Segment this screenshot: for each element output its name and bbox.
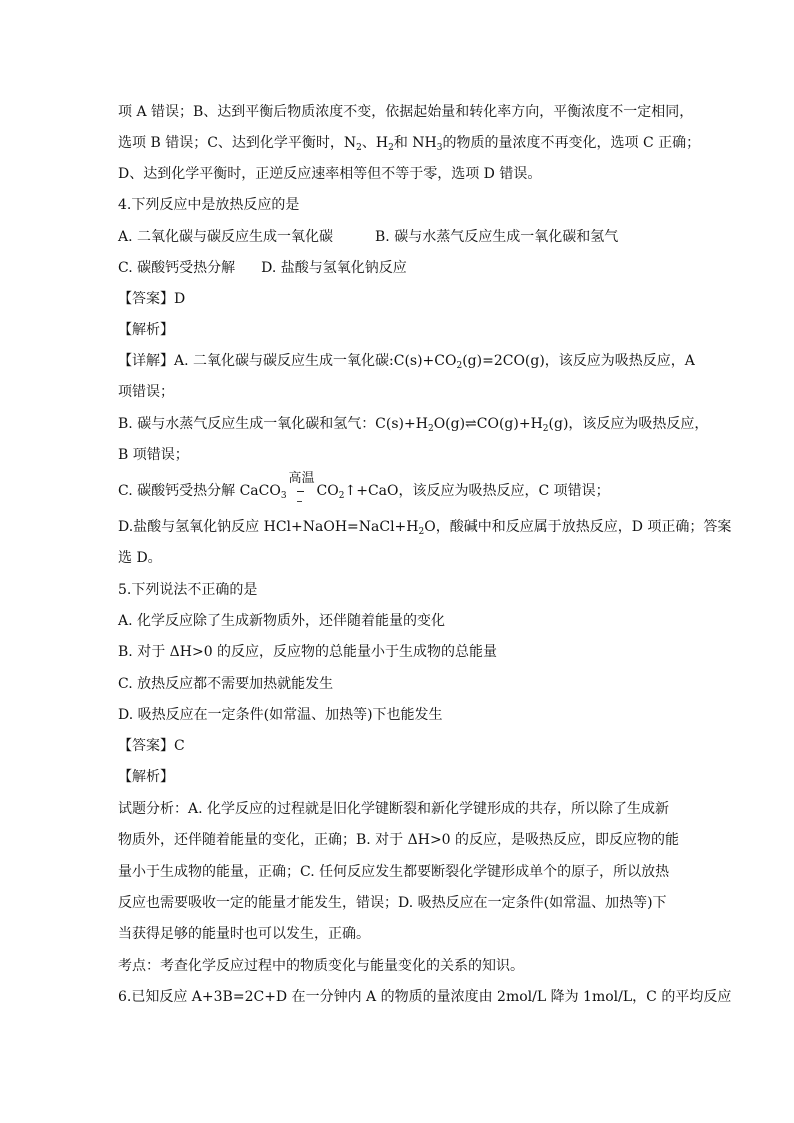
text-line (118, 800, 669, 818)
analysis-heading (118, 768, 174, 786)
text: 4.下列反应中是放热反应的是 (118, 197, 300, 213)
condition-label: 高温 (288, 471, 315, 486)
text-line (118, 165, 541, 183)
option-a: A. 化学反应除了生成新物质外，还伴随着能量的变化 (118, 613, 446, 629)
option-line (118, 675, 333, 693)
subscript: 3 (280, 491, 287, 501)
text-line (118, 103, 693, 121)
text: B. 碳与水蒸气反应生成一氧化碳和氢气：C(s)+H (118, 416, 428, 432)
option-b: B. 碳与水蒸气反应生成一氧化碳和氢气 (375, 229, 619, 245)
text: ↑+CaO，该反应为吸热反应，C 项错误； (344, 483, 610, 499)
text: 反应也需要吸收一定的能量才能发生，错误；D. 吸热反应在一定条件(如常温、加热等)下 (118, 895, 667, 911)
text: 【解析】 (118, 322, 174, 338)
text: 量小于生成物的能量，正确；C. 任何反应发生都要断裂化学键形成单个的原子，所以放热 (118, 864, 670, 880)
subscript: 2 (456, 361, 463, 371)
option-line (118, 228, 618, 246)
text: 物质外，还伴随着能量的变化，正确；B. 对于 ΔH>0 的反应，是吸热反应，即反应物的能 (118, 832, 680, 848)
text: 选项 B 错误；C、达到化学平衡时，N (118, 135, 357, 151)
condition-mark (297, 501, 302, 502)
text-line (118, 518, 731, 536)
equation-line (118, 471, 610, 501)
text-line (118, 446, 189, 464)
answer-line (118, 737, 185, 755)
text: C. 碳酸钙受热分解 CaCO (118, 483, 281, 499)
text: 【答案】D (118, 291, 186, 307)
text: 、H (361, 135, 389, 151)
option-d: D. 吸热反应在一定条件(如常温、加热等)下也能发生 (118, 707, 443, 723)
text-line (118, 383, 174, 401)
text: D.盐酸与氢氧化钠反应 HCl+NaOH=NaCl+H (118, 519, 419, 535)
text: O(g)⇌CO(g)+H (433, 416, 543, 432)
text-line (118, 549, 162, 567)
option-d: D. 盐酸与氢氧化钠反应 (261, 260, 407, 276)
text: (g)，该反应为吸热反应， (548, 416, 709, 432)
text: 当获得足够的能量时也可以发生，正确。 (118, 926, 370, 942)
option-c: C. 放热反应都不需要加热就能发生 (118, 676, 334, 692)
question-title (118, 581, 257, 599)
text-line (118, 863, 669, 881)
subscript: 2 (542, 424, 549, 434)
text: 5.下列说法不正确的是 (118, 582, 258, 598)
text-line (118, 415, 708, 433)
text: 项 A 错误；B、达到平衡后物质浓度不变，依据起始量和转化率方向，平衡浓度不一定相同， (118, 104, 694, 120)
condition-mark (297, 491, 304, 492)
text: CO (316, 483, 339, 499)
text-line (118, 894, 667, 912)
option-line (118, 706, 443, 724)
analysis-heading (118, 321, 174, 339)
text: 项错误； (118, 384, 174, 400)
text: 试题分析：A. 化学反应的过程就是旧化学键断裂和新化学键形成的共存，所以除了生成新 (118, 801, 670, 817)
text-line (118, 831, 679, 849)
question-title (118, 988, 731, 1006)
option-line (118, 259, 407, 277)
text-line (118, 925, 370, 943)
subscript: 2 (388, 143, 394, 153)
subscript: 2 (338, 491, 345, 501)
text-line (118, 352, 695, 370)
text: 和 NH (393, 135, 437, 151)
text: 考点：考查化学反应过程中的物质变化与能量变化的关系的知识。 (118, 958, 524, 974)
option-line (118, 643, 497, 661)
subscript: 2 (418, 527, 425, 537)
option-b: B. 对于 ΔH>0 的反应，反应物的总能量小于生成物的总能量 (118, 644, 498, 660)
text: 【答案】C (118, 738, 185, 754)
answer-line (118, 290, 185, 308)
text: 的物质的量浓度不再变化，选项 C 正确； (442, 135, 701, 151)
text: B 项错误； (118, 447, 189, 463)
text: 6.已知反应 A+3B=2C+D 在一分钟内 A 的物质的量浓度由 2mol/L 降为 1mol/L，C 的平均反应 (118, 989, 732, 1005)
text-line (118, 134, 700, 152)
text: D、达到化学平衡时，正逆反应速率相等但不等于零，选项 D 错误。 (118, 166, 542, 182)
text: 【解析】 (118, 769, 174, 785)
option-line (118, 612, 445, 630)
subscript: 2 (356, 143, 362, 153)
reaction-condition (287, 471, 317, 500)
text: O，酸碱中和反应属于放热反应，D 项正确；答案 (424, 519, 732, 535)
subscript: 2 (427, 424, 434, 434)
text: (g)=2CO(g)，该反应为吸热反应，A (462, 353, 695, 369)
text: 【详解】A. 二氧化碳与碳反应生成一氧化碳:C(s)+CO (118, 353, 457, 369)
text: 选 D。 (118, 550, 162, 566)
exam-point-line (118, 957, 524, 975)
option-a: A. 二氧化碳与碳反应生成一氧化碳 (118, 229, 334, 245)
option-c: C. 碳酸钙受热分解 (118, 260, 236, 276)
question-title (118, 196, 299, 214)
subscript: 3 (436, 143, 443, 153)
